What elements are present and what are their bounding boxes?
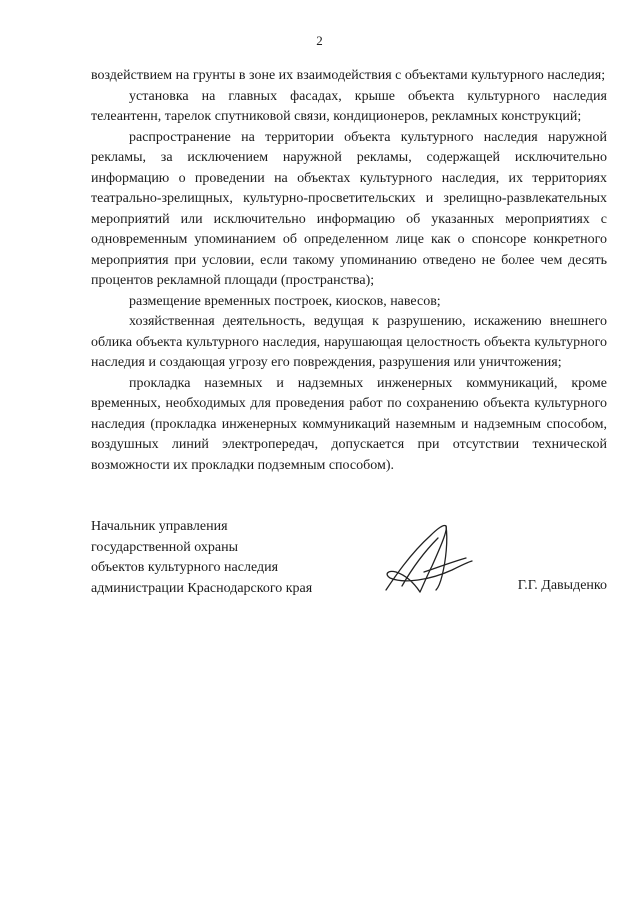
paragraph-antennas: установка на главных фасадах, крыше объекта культурного наследия телеантенн, тарелок спутниковой связи, кондиционеров, рекламных конструкций; [91, 88, 607, 124]
position-line: государственной охраны [91, 539, 239, 555]
paragraph-continuation: воздействием на грунты в зоне их взаимодействия с объектами культурного наследия; [91, 68, 606, 83]
document-body [91, 66, 607, 476]
paragraph-temporary-buildings: размещение временных построек, киосков, навесов; [129, 293, 441, 309]
paragraph-utilities: прокладка наземных и надземных инженерных коммуникаций, кроме временных, необходимых для проведения работ по сохранению объекта культурного наследия (прокладка инженерных коммуникаций наземным и надземным способом, воздушных линий электропередач, допускается при отсутствии технической возможности их прокладки подземным способом). [91, 375, 607, 473]
position-line: Начальник управления [91, 519, 228, 534]
paragraph-economic-activity: хозяйственная деятельность, ведущая к разрушению, искажению внешнего облика объекта культурного наследия, нарушающая целостность объекта культурного наследия и создающая угрозу его повреждения, разрушения или уничтожения; [91, 314, 607, 370]
position-line: администрации Краснодарского края [91, 580, 313, 596]
position-line: объектов культурного наследия [91, 560, 279, 575]
signatory-position [91, 517, 312, 599]
signer-name: Г.Г. Давыденко [517, 578, 607, 593]
paragraph-advertising: распространение на территории объекта культурного наследия наружной рекламы, за исключением наружной рекламы, содержащей исключительно информацию о проведении на объектах культурного наследия, их территориях театрально-зрелищных, культурно-просветительских и зрелищно-развлекательных мероприятий или исключительно информацию об указанных мероприятиях с одновременным упоминанием об определенном лице как о спонсоре конкретного мероприятия при условии, если такому упоминанию отведено не более чем десять процентов рекламной площади (пространства); [91, 129, 607, 288]
handwritten-signature-icon [380, 518, 475, 600]
page-number: 2 [316, 33, 323, 48]
